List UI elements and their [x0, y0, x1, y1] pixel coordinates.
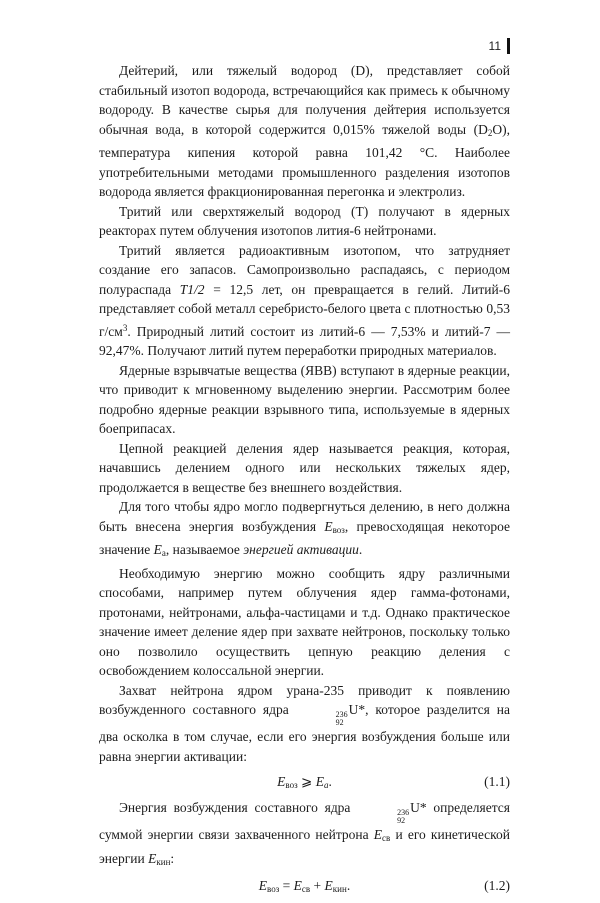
- term-activation-energy: энергией активации: [243, 542, 359, 557]
- paragraph-chain-reaction: Цепной реакцией деления ядер называется реакция, которая, начавшись делением одного или нескольких тяжелых ядер, продолжается в веществе без внешнего воздействия.: [99, 440, 510, 495]
- page-header: [489, 38, 510, 54]
- equation-number: (1.2): [484, 878, 510, 893]
- nuclide-u236: 236 92 U*: [335, 702, 366, 727]
- paragraph-energy-methods: Необходимую энергию можно сообщить ядру различными способами, например путем облучения ядер гамма-фотонами, протонами, нейтронами, альфа-частицами и т.д. Однако практическое значение имеет деление ядер при захвате нейтронов, поскольку только оно позволило осуществить цепную реакцию деления с освобождением колоссальной энергии.: [99, 565, 510, 678]
- header-bar-mark: [507, 38, 510, 54]
- paragraph-nuclear-explosives: Ядерные взрывчатые вещества (ЯВВ) вступают в ядерные реакции, что приводит к мгновенному выделению энергии. Рассмотрим более подробно ядерные реакции взрывного типа, используемые в ядерных боеприпасах.: [99, 362, 510, 436]
- paragraph-excitation-energy: Энергия возбуждения составного ядра 236 92 U* определяется суммой энергии связи захваченного нейтрона $E_{св}$ и его кинетической энергии $E_{кин}$:: [99, 800, 511, 867]
- paragraph-activation-energy: Для того чтобы ядро могло подвергнуться делению, в него должна быть внесена энергия возбуждения $E_{воз}$, превосходящая некоторое значение $E_a$, называемое энергией активации.: [99, 499, 510, 558]
- equation-number: (1.1): [484, 774, 510, 789]
- paragraph-tritium-production: Тритий или сверхтяжелый водород (Т) получают в ядерных реакторах путем облучения изотопов лития-6 нейтронами.: [99, 203, 510, 238]
- paragraph-neutron-capture: Захват нейтрона ядром урана-235 приводит к появлению возбужденного составного ядра 236 92 U*, которое разделится на два осколка в том случае, если его энергия возбуждения больше или равна энергии активации:: [99, 682, 510, 764]
- nuclide-u236: 236 92 U*: [397, 800, 427, 825]
- page-number: 11: [488, 39, 501, 53]
- paragraph-tritium-properties: Тритий является радиоактивным изотопом, что затрудняет создание его запасов. Самопроизвольно распадаясь, с периодом полураспада Т1/2 = 12,5 лет, он превращается в гелий. Литий-6 представляет собой металл серебристо-белого цвета с плотностью 0,53 $г/см^3$. Природный литий состоит из литий-6 — 7,53% и литий-7 — 92,47%. Получают литий путем переработки природных материалов.: [99, 242, 510, 358]
- equation-1-2: $E_{воз} = E_{св} + E_{кин}$. (1.2): [99, 872, 510, 900]
- equation-1-1: $E_{воз}$ ⩾ $E_a$. (1.1): [99, 766, 510, 798]
- body-text: [99, 61, 510, 900]
- paragraph-deuterium: Дейтерий, или тяжелый водород (D), представляет собой стабильный изотоп водорода, встречающийся как примесь к обычному водороду. В качестве сырья для получения дейтерия используется обычная вода, в которой содержится 0,015% тяжелой воды $(D_2O)$, температура кипения которой равна 101,42 °С. Наиболее употребительными методами промышленного разделения изотопов водорода является фракционированная перегонка и электролиз.: [99, 63, 510, 199]
